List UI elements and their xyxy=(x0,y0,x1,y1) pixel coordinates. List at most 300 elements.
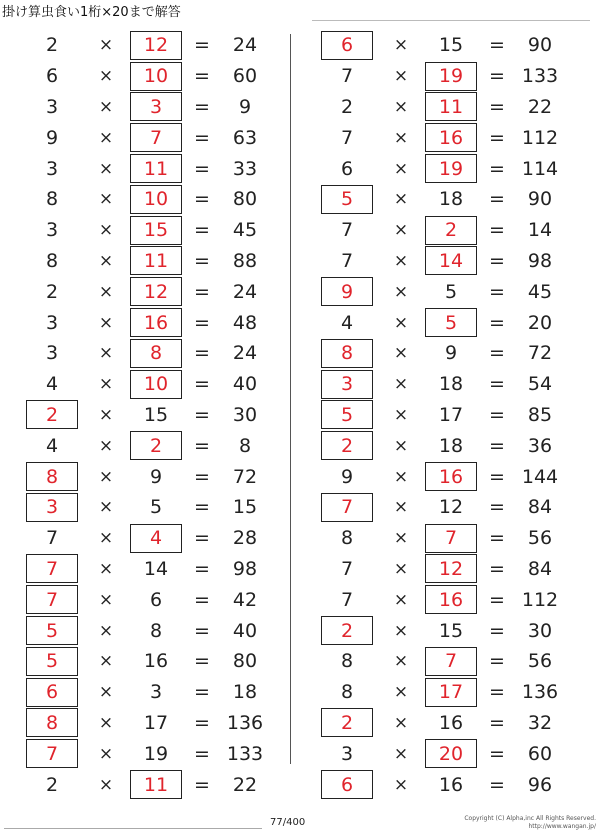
multiplier: 7 xyxy=(45,527,59,550)
problem-row xyxy=(295,246,595,277)
problem-row xyxy=(0,430,300,461)
answer-value: 7 xyxy=(26,554,78,583)
times-sign: × xyxy=(393,189,409,210)
equals-sign: = xyxy=(194,465,210,488)
multiplier: 7 xyxy=(340,557,354,580)
answer-value: 5 xyxy=(26,647,78,676)
answer-value: 16 xyxy=(425,123,477,152)
problem-row xyxy=(295,646,595,677)
product: 24 xyxy=(232,34,258,57)
equals-sign: = xyxy=(489,34,505,57)
right-problem-column xyxy=(295,30,595,800)
product: 98 xyxy=(527,249,553,272)
answer-box xyxy=(425,584,477,615)
equals-sign: = xyxy=(489,65,505,88)
answer-box xyxy=(130,61,182,92)
equals-sign: = xyxy=(194,773,210,796)
multiplier: 3 xyxy=(45,311,59,334)
equals-sign: = xyxy=(194,619,210,642)
product: 80 xyxy=(232,188,258,211)
times-sign: × xyxy=(98,312,114,333)
answer-box xyxy=(130,215,182,246)
multiplier: 3 xyxy=(45,342,59,365)
answer-box xyxy=(425,215,477,246)
answer-box xyxy=(321,769,373,800)
multiplicand: 16 xyxy=(438,773,464,796)
answer-box xyxy=(425,554,477,585)
answer-value: 17 xyxy=(425,678,477,707)
times-sign: × xyxy=(393,343,409,364)
answer-value: 12 xyxy=(130,31,182,60)
equals-sign: = xyxy=(489,681,505,704)
answer-box xyxy=(130,92,182,123)
answer-box xyxy=(26,461,78,492)
product: 22 xyxy=(527,95,553,118)
answer-box xyxy=(425,738,477,769)
times-sign: × xyxy=(98,435,114,456)
answer-box xyxy=(26,400,78,431)
answer-value: 5 xyxy=(425,308,477,337)
answer-box xyxy=(130,338,182,369)
problem-row xyxy=(295,492,595,523)
times-sign: × xyxy=(393,466,409,487)
equals-sign: = xyxy=(489,711,505,734)
answer-box xyxy=(321,615,373,646)
answer-box xyxy=(425,122,477,153)
answer-box xyxy=(130,307,182,338)
product: 144 xyxy=(521,465,559,488)
answer-value: 11 xyxy=(425,92,477,121)
problem-row xyxy=(295,153,595,184)
multiplier: 8 xyxy=(45,249,59,272)
answer-value: 7 xyxy=(26,739,78,768)
product: 96 xyxy=(527,773,553,796)
product: 42 xyxy=(232,588,258,611)
times-sign: × xyxy=(393,435,409,456)
problem-row xyxy=(0,461,300,492)
product: 14 xyxy=(527,219,553,242)
answer-value: 11 xyxy=(130,246,182,275)
times-sign: × xyxy=(393,682,409,703)
product: 133 xyxy=(521,65,559,88)
multiplicand: 12 xyxy=(438,496,464,519)
times-sign: × xyxy=(393,528,409,549)
equals-sign: = xyxy=(194,126,210,149)
times-sign: × xyxy=(98,528,114,549)
product: 112 xyxy=(521,126,559,149)
product: 32 xyxy=(527,711,553,734)
problem-row xyxy=(295,584,595,615)
answer-value: 10 xyxy=(130,185,182,214)
answer-value: 2 xyxy=(130,431,182,460)
equals-sign: = xyxy=(194,557,210,580)
equals-sign: = xyxy=(489,619,505,642)
problem-row xyxy=(0,400,300,431)
times-sign: × xyxy=(393,743,409,764)
times-sign: × xyxy=(393,127,409,148)
worksheet-title: 掛け算虫食い1桁×20まで解答 xyxy=(2,5,181,20)
times-sign: × xyxy=(98,589,114,610)
answer-value: 6 xyxy=(26,678,78,707)
product: 22 xyxy=(232,773,258,796)
problem-row xyxy=(295,215,595,246)
times-sign: × xyxy=(393,66,409,87)
answer-value: 3 xyxy=(130,92,182,121)
multiplier: 8 xyxy=(45,188,59,211)
product: 24 xyxy=(232,280,258,303)
answer-box xyxy=(26,615,78,646)
answer-box xyxy=(130,430,182,461)
answer-value: 2 xyxy=(425,216,477,245)
product: 56 xyxy=(527,527,553,550)
product: 40 xyxy=(232,373,258,396)
problem-row xyxy=(0,708,300,739)
answer-box xyxy=(130,122,182,153)
copyright-line: Copyright (C) Alpha,inc All Rights Reserved. xyxy=(464,815,596,822)
problem-row xyxy=(295,769,595,800)
problem-row xyxy=(0,307,300,338)
answer-value: 12 xyxy=(425,554,477,583)
problem-row xyxy=(0,338,300,369)
equals-sign: = xyxy=(489,188,505,211)
times-sign: × xyxy=(393,712,409,733)
product: 85 xyxy=(527,403,553,426)
product: 88 xyxy=(232,249,258,272)
multiplier: 2 xyxy=(340,95,354,118)
problem-row xyxy=(0,184,300,215)
product: 24 xyxy=(232,342,258,365)
multiplicand: 8 xyxy=(149,619,163,642)
equals-sign: = xyxy=(194,65,210,88)
product: 136 xyxy=(521,681,559,704)
equals-sign: = xyxy=(489,157,505,180)
multiplier: 4 xyxy=(45,434,59,457)
problem-row xyxy=(295,738,595,769)
product: 36 xyxy=(527,434,553,457)
multiplier: 6 xyxy=(45,65,59,88)
problem-row xyxy=(295,430,595,461)
problem-row xyxy=(295,276,595,307)
equals-sign: = xyxy=(489,403,505,426)
answer-value: 9 xyxy=(321,277,373,306)
problem-row xyxy=(295,554,595,585)
product: 112 xyxy=(521,588,559,611)
equals-sign: = xyxy=(194,311,210,334)
answer-value: 19 xyxy=(425,62,477,91)
product: 60 xyxy=(232,65,258,88)
equals-sign: = xyxy=(194,373,210,396)
multiplicand: 6 xyxy=(149,588,163,611)
problem-row xyxy=(295,708,595,739)
answer-box xyxy=(425,646,477,677)
product: 56 xyxy=(527,650,553,673)
times-sign: × xyxy=(393,620,409,641)
multiplicand: 14 xyxy=(143,557,169,580)
multiplier: 8 xyxy=(340,681,354,704)
product: 20 xyxy=(527,311,553,334)
times-sign: × xyxy=(98,651,114,672)
times-sign: × xyxy=(393,220,409,241)
answer-value: 14 xyxy=(425,246,477,275)
product: 45 xyxy=(527,280,553,303)
multiplier: 2 xyxy=(45,773,59,796)
page-number: 77/400 xyxy=(270,817,306,828)
product: 18 xyxy=(232,681,258,704)
times-sign: × xyxy=(98,774,114,795)
times-sign: × xyxy=(98,743,114,764)
problem-row xyxy=(0,523,300,554)
problem-row xyxy=(295,184,595,215)
answer-value: 15 xyxy=(130,216,182,245)
problem-row xyxy=(295,615,595,646)
answer-value: 7 xyxy=(26,585,78,614)
left-problem-column xyxy=(0,30,300,800)
answer-box xyxy=(425,153,477,184)
product: 90 xyxy=(527,188,553,211)
times-sign: × xyxy=(393,558,409,579)
times-sign: × xyxy=(393,497,409,518)
problem-row xyxy=(295,677,595,708)
product: 8 xyxy=(238,434,252,457)
times-sign: × xyxy=(393,158,409,179)
multiplicand: 17 xyxy=(438,403,464,426)
multiplicand: 18 xyxy=(438,188,464,211)
product: 9 xyxy=(238,95,252,118)
answer-value: 16 xyxy=(425,462,477,491)
answer-value: 7 xyxy=(425,647,477,676)
product: 80 xyxy=(232,650,258,673)
problem-row xyxy=(295,461,595,492)
times-sign: × xyxy=(393,250,409,271)
answer-value: 2 xyxy=(321,431,373,460)
multiplicand: 9 xyxy=(149,465,163,488)
copyright-url: http://www.wangan.jp/ xyxy=(528,823,596,830)
answer-value: 3 xyxy=(26,493,78,522)
product: 30 xyxy=(232,403,258,426)
answer-box xyxy=(425,523,477,554)
product: 30 xyxy=(527,619,553,642)
equals-sign: = xyxy=(489,650,505,673)
multiplier: 7 xyxy=(340,65,354,88)
answer-box xyxy=(130,184,182,215)
multiplier: 7 xyxy=(340,588,354,611)
answer-value: 11 xyxy=(130,770,182,799)
answer-value: 10 xyxy=(130,62,182,91)
answer-box xyxy=(130,276,182,307)
equals-sign: = xyxy=(489,557,505,580)
times-sign: × xyxy=(98,250,114,271)
equals-sign: = xyxy=(194,34,210,57)
equals-sign: = xyxy=(489,95,505,118)
answer-value: 10 xyxy=(130,370,182,399)
answer-box xyxy=(26,492,78,523)
multiplier: 2 xyxy=(45,280,59,303)
product: 72 xyxy=(232,465,258,488)
equals-sign: = xyxy=(489,527,505,550)
problem-row xyxy=(0,738,300,769)
answer-box xyxy=(425,307,477,338)
multiplicand: 19 xyxy=(143,742,169,765)
answer-value: 19 xyxy=(425,154,477,183)
multiplier: 6 xyxy=(340,157,354,180)
answer-value: 4 xyxy=(130,524,182,553)
product: 15 xyxy=(232,496,258,519)
multiplicand: 15 xyxy=(438,619,464,642)
answer-value: 8 xyxy=(26,708,78,737)
equals-sign: = xyxy=(194,95,210,118)
answer-value: 16 xyxy=(130,308,182,337)
answer-box xyxy=(130,153,182,184)
problem-row xyxy=(0,276,300,307)
multiplier: 9 xyxy=(45,126,59,149)
times-sign: × xyxy=(98,189,114,210)
multiplier: 2 xyxy=(45,34,59,57)
multiplicand: 5 xyxy=(149,496,163,519)
equals-sign: = xyxy=(489,588,505,611)
product: 40 xyxy=(232,619,258,642)
copyright-notice xyxy=(464,815,596,831)
answer-value: 11 xyxy=(130,154,182,183)
equals-sign: = xyxy=(489,373,505,396)
equals-sign: = xyxy=(489,465,505,488)
times-sign: × xyxy=(98,66,114,87)
product: 114 xyxy=(521,157,559,180)
equals-sign: = xyxy=(489,496,505,519)
answer-value: 12 xyxy=(130,277,182,306)
problem-row xyxy=(0,615,300,646)
answer-value: 2 xyxy=(321,616,373,645)
product: 54 xyxy=(527,373,553,396)
answer-box xyxy=(321,492,373,523)
problem-row xyxy=(0,61,300,92)
multiplicand: 9 xyxy=(444,342,458,365)
answer-box xyxy=(130,523,182,554)
problem-row xyxy=(0,122,300,153)
answer-box xyxy=(425,61,477,92)
multiplier: 3 xyxy=(45,95,59,118)
answer-box xyxy=(321,369,373,400)
multiplier: 4 xyxy=(340,311,354,334)
problem-row xyxy=(295,92,595,123)
multiplicand: 16 xyxy=(438,711,464,734)
times-sign: × xyxy=(98,35,114,56)
times-sign: × xyxy=(98,712,114,733)
answer-value: 6 xyxy=(321,770,373,799)
product: 60 xyxy=(527,742,553,765)
answer-box xyxy=(26,708,78,739)
problem-row xyxy=(295,30,595,61)
equals-sign: = xyxy=(489,126,505,149)
problem-row xyxy=(295,523,595,554)
problem-row xyxy=(0,30,300,61)
answer-box xyxy=(321,430,373,461)
answer-box xyxy=(321,276,373,307)
equals-sign: = xyxy=(489,742,505,765)
equals-sign: = xyxy=(489,219,505,242)
problem-row xyxy=(0,153,300,184)
answer-box xyxy=(425,461,477,492)
product: 90 xyxy=(527,34,553,57)
multiplier: 3 xyxy=(45,219,59,242)
answer-value: 7 xyxy=(425,524,477,553)
footer-rule xyxy=(4,828,262,829)
times-sign: × xyxy=(98,96,114,117)
answer-value: 16 xyxy=(425,585,477,614)
answer-box xyxy=(26,738,78,769)
multiplier: 8 xyxy=(340,527,354,550)
answer-box xyxy=(130,246,182,277)
equals-sign: = xyxy=(489,342,505,365)
times-sign: × xyxy=(393,281,409,302)
answer-box xyxy=(425,92,477,123)
problem-row xyxy=(0,646,300,677)
answer-value: 8 xyxy=(26,462,78,491)
answer-box xyxy=(321,400,373,431)
problem-row xyxy=(295,307,595,338)
problem-row xyxy=(295,61,595,92)
problem-row xyxy=(295,338,595,369)
equals-sign: = xyxy=(489,773,505,796)
answer-box xyxy=(425,246,477,277)
answer-value: 8 xyxy=(130,339,182,368)
answer-box xyxy=(26,646,78,677)
multiplier: 8 xyxy=(340,650,354,673)
equals-sign: = xyxy=(194,188,210,211)
answer-box xyxy=(130,30,182,61)
times-sign: × xyxy=(393,35,409,56)
product: 33 xyxy=(232,157,258,180)
times-sign: × xyxy=(98,682,114,703)
problem-row xyxy=(0,677,300,708)
multiplicand: 5 xyxy=(444,280,458,303)
answer-box xyxy=(26,584,78,615)
multiplier: 3 xyxy=(45,157,59,180)
multiplier: 7 xyxy=(340,219,354,242)
problem-row xyxy=(0,554,300,585)
problem-row xyxy=(0,369,300,400)
answer-value: 6 xyxy=(321,31,373,60)
problem-row xyxy=(0,492,300,523)
times-sign: × xyxy=(98,220,114,241)
problem-row xyxy=(0,769,300,800)
times-sign: × xyxy=(98,281,114,302)
product: 28 xyxy=(232,527,258,550)
product: 84 xyxy=(527,496,553,519)
times-sign: × xyxy=(393,651,409,672)
answer-value: 5 xyxy=(321,400,373,429)
answer-box xyxy=(321,338,373,369)
equals-sign: = xyxy=(194,527,210,550)
answer-box xyxy=(425,677,477,708)
product: 63 xyxy=(232,126,258,149)
product: 98 xyxy=(232,557,258,580)
times-sign: × xyxy=(98,158,114,179)
equals-sign: = xyxy=(194,588,210,611)
product: 136 xyxy=(226,711,264,734)
times-sign: × xyxy=(98,558,114,579)
answer-box xyxy=(321,708,373,739)
product: 133 xyxy=(226,742,264,765)
times-sign: × xyxy=(98,620,114,641)
equals-sign: = xyxy=(489,249,505,272)
equals-sign: = xyxy=(194,219,210,242)
answer-value: 2 xyxy=(26,400,78,429)
equals-sign: = xyxy=(489,311,505,334)
times-sign: × xyxy=(98,343,114,364)
problem-row xyxy=(295,400,595,431)
problem-row xyxy=(0,215,300,246)
times-sign: × xyxy=(393,312,409,333)
